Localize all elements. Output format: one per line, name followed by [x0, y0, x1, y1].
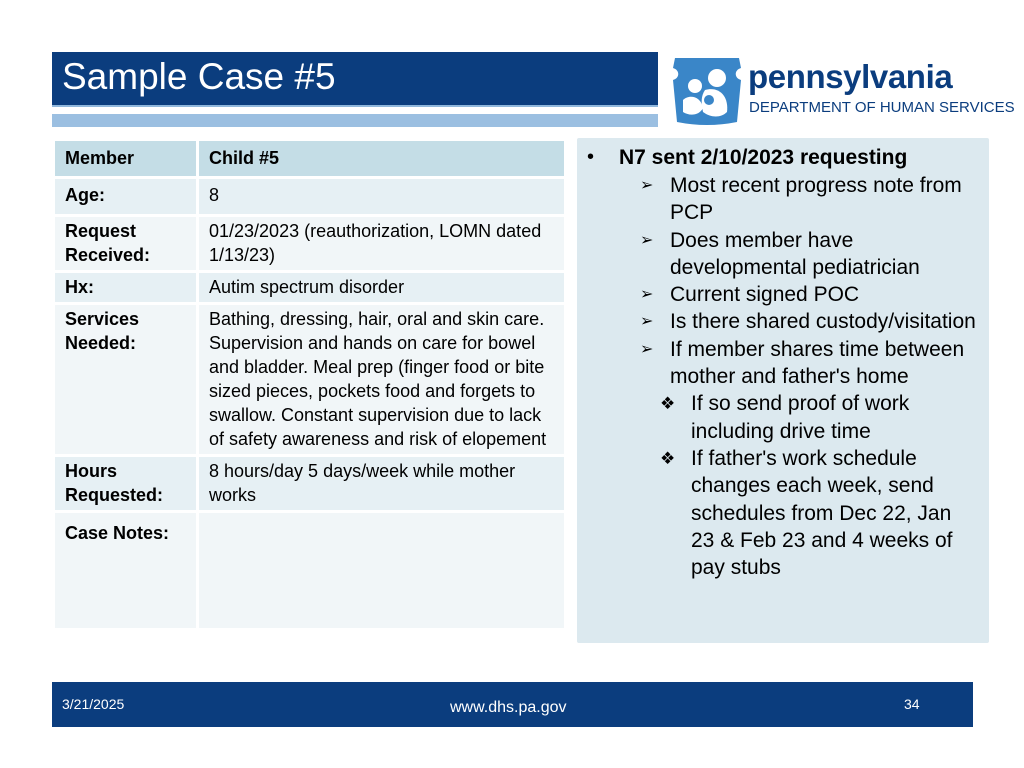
- footer-bar: [52, 682, 973, 727]
- hours-value: 8 hours/day 5 days/week while mother works: [198, 456, 566, 512]
- list-item: [639, 281, 979, 308]
- sub-list-item-text: If father's work schedule changes each week, send schedules from Dec 22, Jan 23 & Feb 23 and 4 weeks of pay stubs: [691, 446, 953, 580]
- request-list: [639, 172, 979, 581]
- request-value: 01/23/2023 (reauthorization, LOMN dated 1/13/23): [198, 216, 566, 272]
- hours-label: Hours Requested:: [54, 456, 198, 512]
- services-label: Services Needed:: [54, 304, 198, 456]
- page-number: 34: [904, 696, 920, 712]
- age-label: Age:: [54, 178, 198, 216]
- sub-list-item: [660, 390, 979, 445]
- request-notes-panel: [577, 138, 989, 643]
- table-row-hours: [54, 456, 566, 512]
- list-item: [639, 308, 979, 335]
- list-item: [639, 172, 979, 227]
- panel-heading: N7 sent 2/10/2023 requesting: [619, 146, 908, 169]
- diamond-bullet-icon: ❖: [660, 394, 676, 414]
- age-value: 8: [198, 178, 566, 216]
- dhs-logo: [671, 56, 1015, 128]
- sub-list-item: [660, 445, 979, 581]
- diamond-bullet-icon: ❖: [660, 448, 676, 468]
- arrow-bullet-icon: ➢: [640, 286, 654, 304]
- table-row-services: [54, 304, 566, 456]
- arrow-bullet-icon: ➢: [640, 231, 654, 249]
- table-row-hx: [54, 272, 566, 304]
- member-label: Member: [54, 140, 198, 178]
- arrow-bullet-icon: ➢: [640, 313, 654, 331]
- list-item-text: Most recent progress note from PCP: [670, 174, 962, 225]
- hx-value: Autim spectrum disorder: [198, 272, 566, 304]
- list-item-text: Does member have developmental pediatrician: [670, 228, 920, 279]
- arrow-bullet-icon: ➢: [640, 340, 654, 358]
- arrow-bullet-icon: ➢: [640, 177, 654, 194]
- footer-date: 3/21/2025: [62, 696, 125, 712]
- pa-keystone-family-icon: [671, 56, 743, 126]
- logo-wordmark: pennsylvania: [748, 58, 953, 95]
- list-item-text: Is there shared custody/visitation: [670, 310, 976, 334]
- list-item-text: Current signed POC: [670, 283, 860, 307]
- list-item: [639, 227, 979, 282]
- logo-department: DEPARTMENT OF HUMAN SERVICES: [749, 99, 1015, 116]
- list-item-text: If member shares time between mother and father's home: [670, 337, 965, 389]
- title-bar: [52, 52, 658, 107]
- table-header-row: [54, 140, 566, 178]
- hx-label: Hx:: [54, 272, 198, 304]
- services-value: Bathing, dressing, hair, oral and skin care. Supervision and hands on care for bowel and bladder. Meal prep (finger food or bite sized pieces, pockets food and forgets to swallow. Constant supervision due to lack of safety awareness and risk of elopement: [198, 304, 566, 456]
- list-item: [639, 336, 979, 391]
- notes-label: Case Notes:: [54, 512, 198, 630]
- request-label: Request Received:: [54, 216, 198, 272]
- table-row-notes: [54, 512, 566, 630]
- sub-list-item-text: If so send proof of work including drive time: [691, 392, 910, 443]
- member-value: Child #5: [198, 140, 566, 178]
- table-row-age: [54, 178, 566, 216]
- bullet-icon: •: [587, 146, 595, 168]
- case-table: [52, 138, 567, 631]
- footer-url[interactable]: www.dhs.pa.gov: [450, 699, 567, 716]
- title-accent-stripe: [52, 114, 658, 127]
- slide-title: Sample Case #5: [62, 56, 336, 97]
- sub-list: [660, 390, 979, 581]
- table-row-request: [54, 216, 566, 272]
- notes-value: [198, 512, 566, 630]
